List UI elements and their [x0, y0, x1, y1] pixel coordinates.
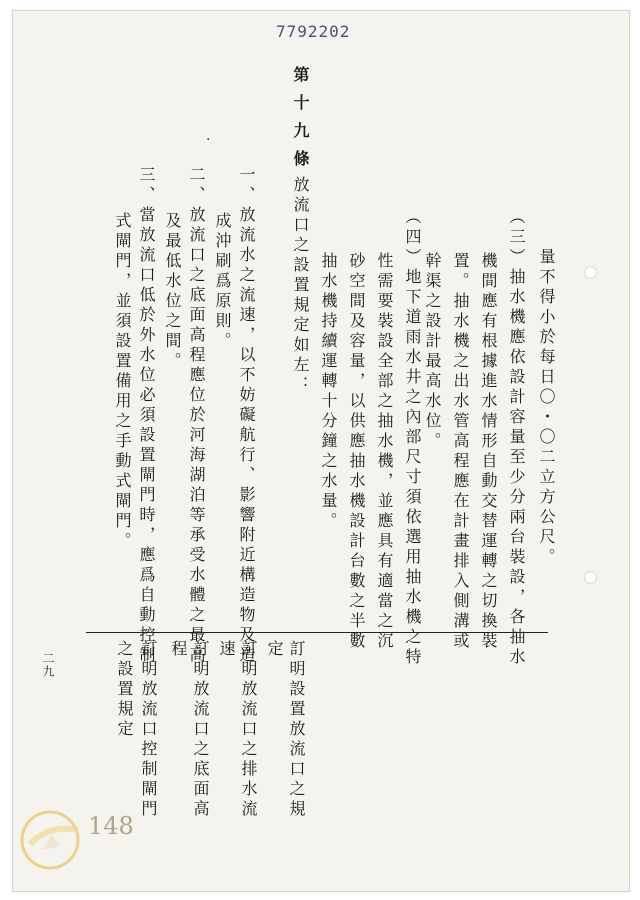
- article-item-1-cont: 成沖刷爲原則。: [213, 212, 232, 352]
- prev-article-line-4: 置。抽水機之出水管高程應在計畫排入側溝或: [451, 252, 470, 652]
- archive-stamp-number: 148: [88, 812, 134, 840]
- note-1-cont: 定: [265, 640, 284, 660]
- page-number: 二九: [41, 652, 55, 678]
- note-3-cont: 程: [169, 640, 188, 660]
- prev-article-line-1: 量不得小於每日〇・〇二立方公尺。: [537, 248, 556, 568]
- prev-article-line-9: 抽水機持續運轉十分鐘之水量。: [319, 252, 338, 532]
- prev-article-line-7: 性需要裝設全部之抽水機，並應具有適當之沉: [375, 252, 394, 652]
- note-3: 訂明放流口之底面高: [191, 640, 210, 820]
- prev-article-line-5: 幹渠之設計最高水位。: [423, 252, 442, 452]
- note-4: 訂明放流口控制閘門: [139, 640, 158, 820]
- article-item-3: 三、當放流口低於外水位必須設置閘門時，應爲自動控制: [137, 166, 156, 666]
- ink-mark: ·: [206, 132, 211, 148]
- article-item-3-cont: 式閘門，並須設置備用之手動式閘門。: [113, 212, 132, 552]
- article-item-1: 一、放流水之流速，以不妨礙航行、影響附近構造物及造: [237, 166, 256, 666]
- binding-hole-top: [584, 266, 597, 279]
- document-number: 7792202: [276, 22, 351, 41]
- section-divider: [86, 632, 548, 633]
- prev-article-line-2: （三）抽水機應依設計容量至少分兩台裝設，各抽水: [507, 208, 526, 668]
- article-item-2-cont: 及最低水位之間。: [163, 212, 182, 372]
- prev-article-line-3: 機間應有根據進水情形自動交替運轉之切換裝: [479, 252, 498, 652]
- note-1: 訂明設置放流口之規: [287, 640, 306, 820]
- binding-hole-bottom: [584, 571, 597, 584]
- article-heading: 第十九條: [291, 66, 310, 178]
- article-intro: 放流口之設置規定如左：: [291, 176, 310, 396]
- note-2-cont: 速: [217, 640, 236, 660]
- article-item-2: 二、放流口之底面高程應位於河海湖泊等承受水體之最高: [187, 166, 206, 666]
- prev-article-line-6: （四）地下道雨水井之內部尺寸須依選用抽水機之特: [403, 208, 422, 668]
- note-4-cont: 之設置規定: [115, 640, 134, 740]
- prev-article-line-8: 砂空間及容量，以供應抽水機設計台數之半數: [347, 252, 366, 652]
- note-2: 訂明放流口之排水流: [239, 640, 258, 820]
